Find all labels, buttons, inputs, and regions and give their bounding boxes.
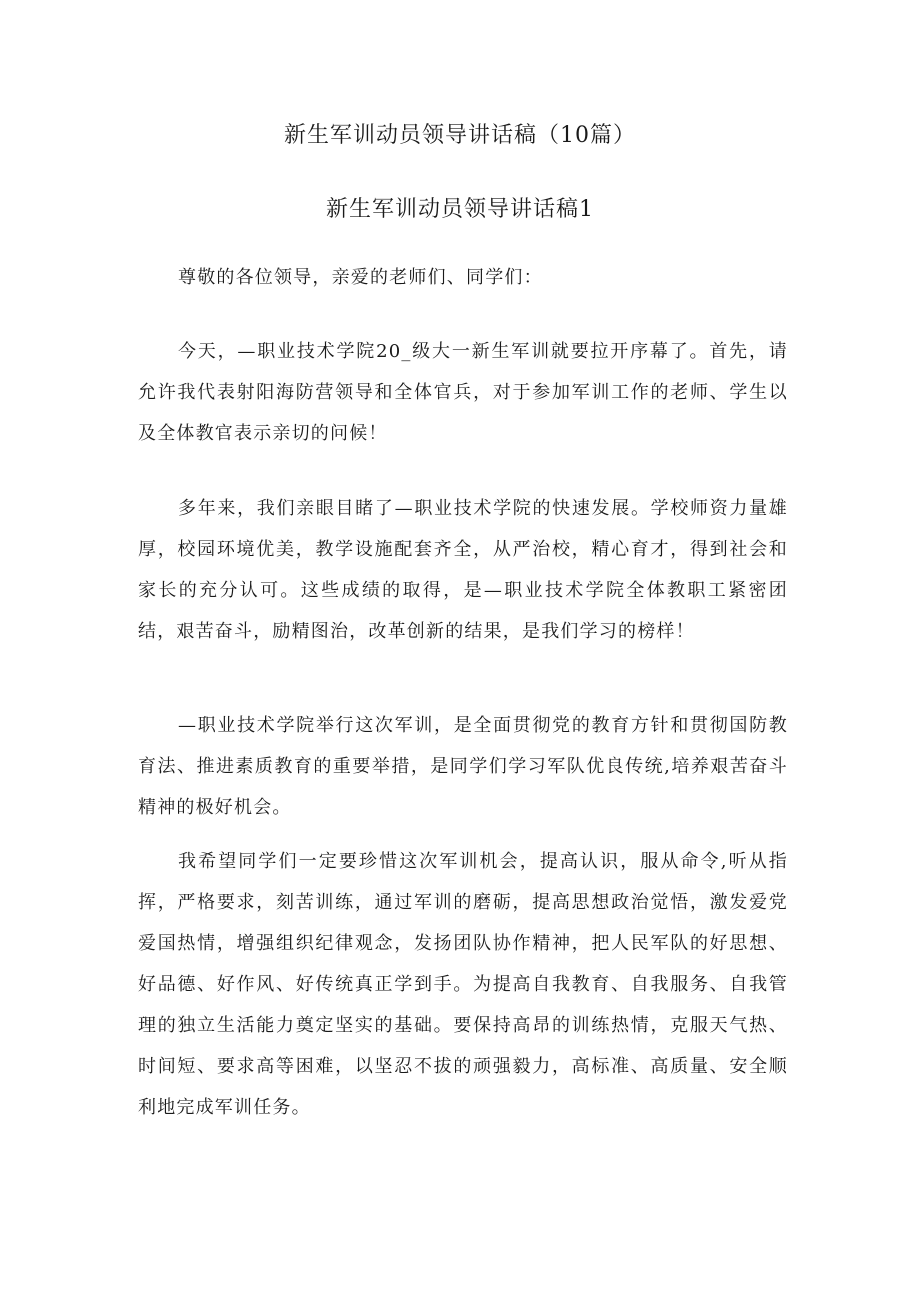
greeting: 尊敬的各位领导，亲爱的老师们、同学们： xyxy=(178,267,543,288)
paragraph: —职业技术学院举行这次军训，是全面贯彻党的教育方针和贯彻国防教育法、推进素质教育的重要举措，是同学们学习军队优良传统,培养艰苦奋斗精神的极好机会。 xyxy=(138,715,788,818)
section-title: 新生军训动员领导讲话稿1 xyxy=(326,197,594,222)
paragraph: 我希望同学们一定要珍惜这次军训机会，提高认识，服从命令,听从指挥，严格要求，刻苦训练，通过军训的磨砺，提高思想政治觉悟，激发爱党爱国热情，增强组织纪律观念，发扬团队协作精神，把人民军队的好思想、好品德、好作风、好传统真正学到手。为提高自我教育、自我服务、自我管理的独立生活能力奠定坚实的基础。要保持高昂的训练热情，克服天气热、时间短、要求高等困难，以坚忍不拔的顽强毅力，高标准、高质量、安全顺利地完成军训任务。 xyxy=(138,851,788,1118)
document-title: 新生军训动员领导讲话稿（10篇） xyxy=(284,123,636,148)
paragraph: 多年来，我们亲眼目睹了—职业技术学院的快速发展。学校师资力量雄厚，校园环境优美，教学设施配套齐全，从严治校，精心育才，得到社会和家长的充分认可。这些成绩的取得，是—职业技术学院全体教职工紧密团结，艰苦奋斗，励精图治，改革创新的结果，是我们学习的榜样！ xyxy=(138,498,788,642)
paragraph: 今天，—职业技术学院20_级大一新生军训就要拉开序幕了。首先，请允许我代表射阳海防营领导和全体官兵，对于参加军训工作的老师、学生以及全体教官表示亲切的问候！ xyxy=(138,341,788,444)
